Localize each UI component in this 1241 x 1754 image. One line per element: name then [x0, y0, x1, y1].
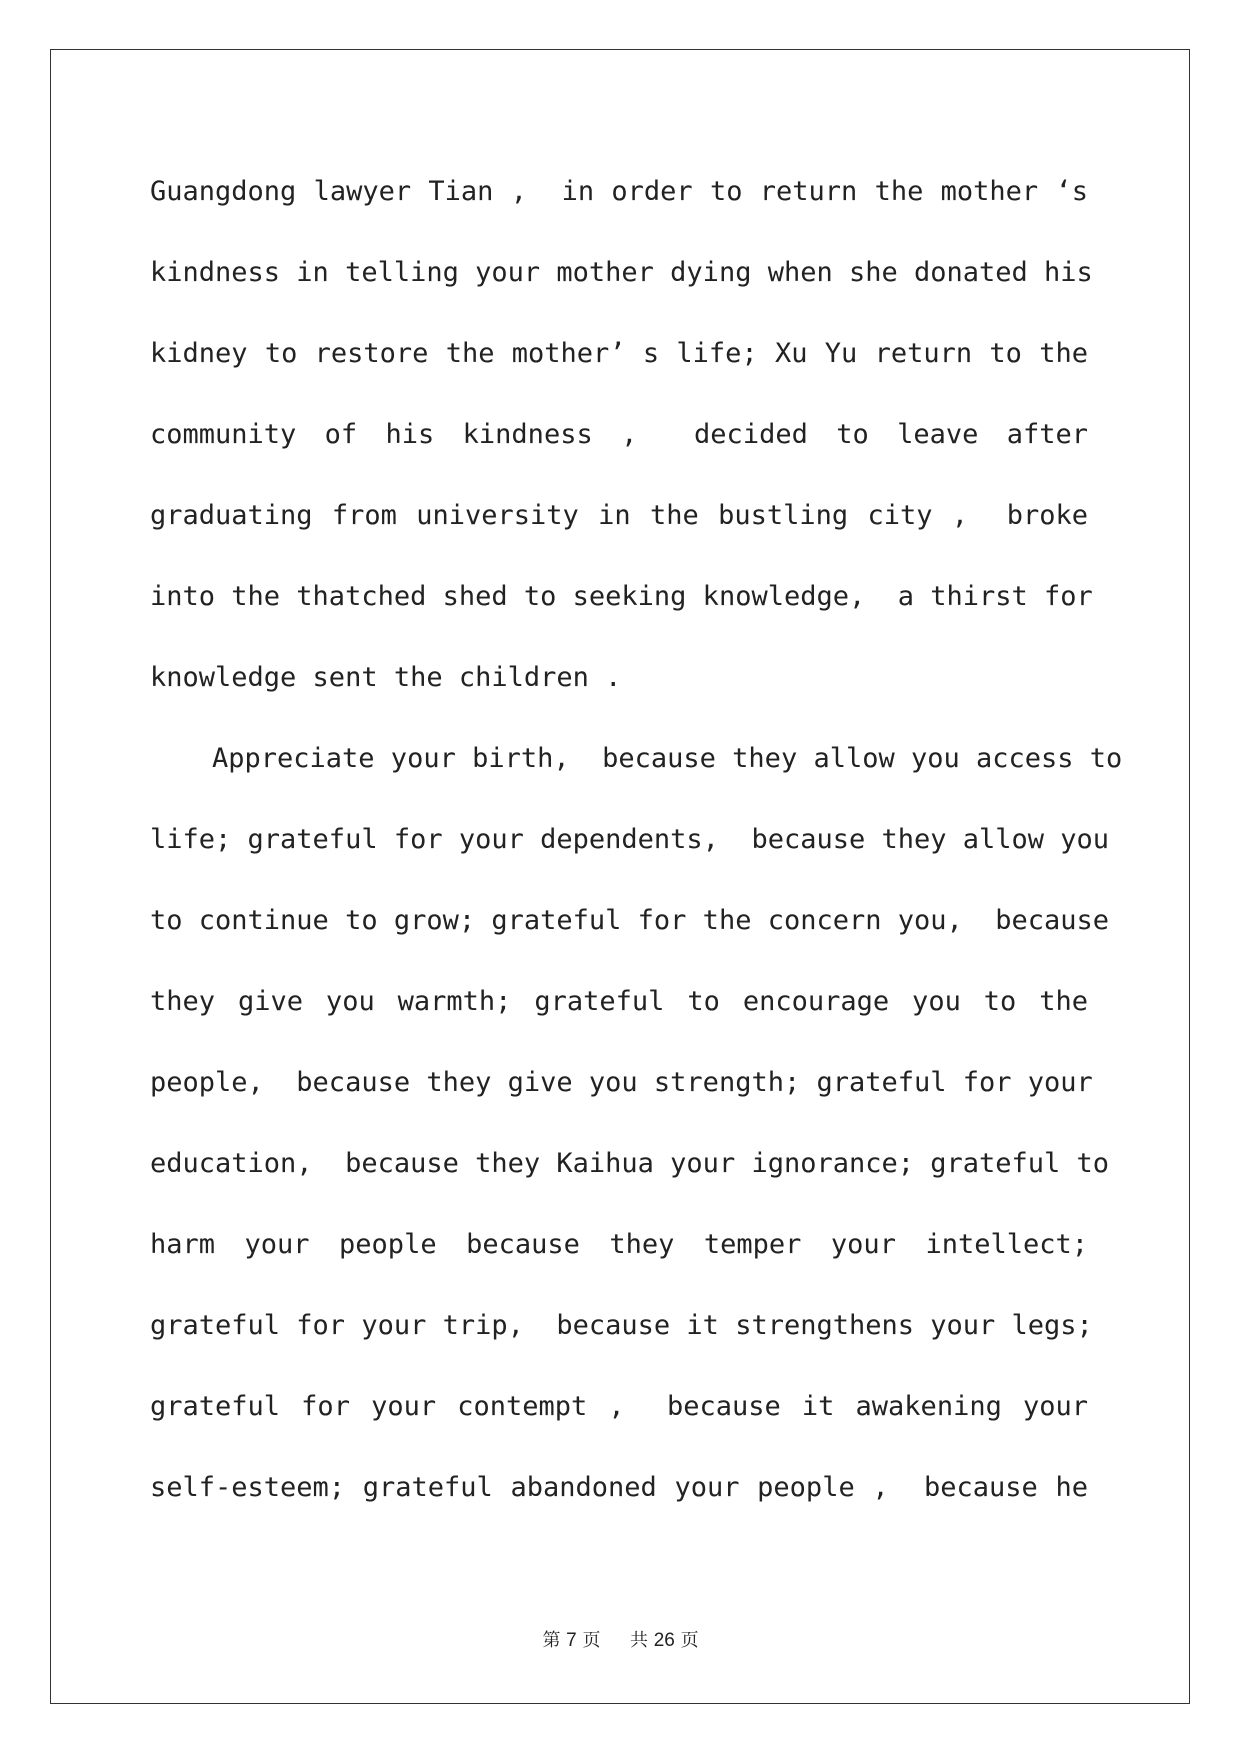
text-line: community of his kindness , decided to leave after [150, 419, 1088, 450]
text-line: education, because they Kaihua your ignorance; grateful to [150, 1148, 1110, 1179]
text-line: kindness in telling your mother dying when she donated his [150, 257, 1093, 288]
text-line: graduating from university in the bustling city , broke [150, 500, 1088, 531]
text-line: Guangdong lawyer Tian , in order to return the mother ‘s [150, 176, 1088, 207]
page-footer [0, 1626, 1241, 1650]
text-line: harm your people because they temper your intellect; [150, 1229, 1088, 1260]
page-prefix: 第 [542, 1630, 561, 1651]
text-line: Appreciate your birth, because they allow you access to [212, 743, 1123, 774]
text-line: into the thatched shed to seeking knowledge, a thirst for [150, 581, 1093, 612]
text-line: kidney to restore the mother’ s life; Xu Yu return to the [150, 338, 1088, 369]
total-suffix: 页 [680, 1630, 699, 1651]
total-prefix: 共 [629, 1630, 648, 1651]
text-line: people, because they give you strength; grateful for your [150, 1067, 1093, 1098]
text-line: to continue to grow; grateful for the concern you, because [150, 905, 1110, 936]
total-pages: 26 [653, 1630, 675, 1651]
page-suffix: 页 [582, 1630, 601, 1651]
page-number: 7 [566, 1630, 577, 1651]
text-line: grateful for your contempt , because it awakening your [150, 1391, 1088, 1422]
text-line: grateful for your trip, because it strengthens your legs; [150, 1310, 1093, 1341]
text-line: life; grateful for your dependents, because they allow you [150, 824, 1110, 855]
text-line: knowledge sent the children . [150, 662, 622, 693]
text-line: self-esteem; grateful abandoned your people , because he [150, 1472, 1088, 1503]
page-border [50, 49, 1190, 1704]
text-line: they give you warmth; grateful to encourage you to the [150, 986, 1088, 1017]
